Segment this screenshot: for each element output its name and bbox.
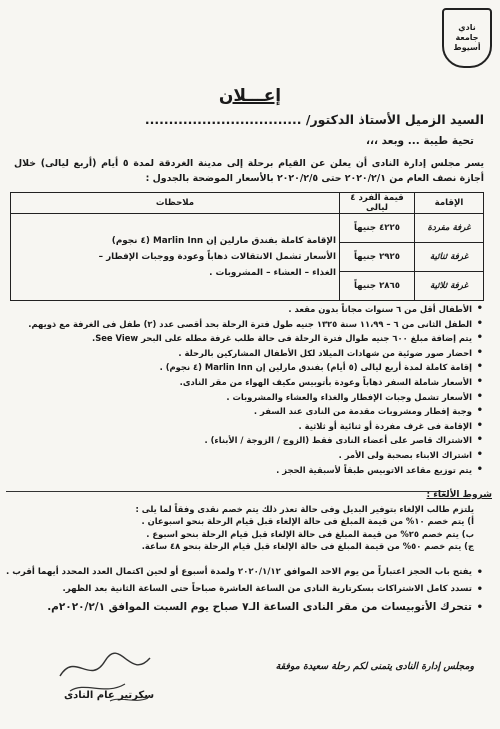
logo-line-3: أسيوط <box>453 43 481 52</box>
list-item: • تسدد كامل الاشتراكات بسكرتارية النادى من الساعة العاشرة صباحاً حتى الساعة الثانية بعد الظهر. <box>4 583 472 596</box>
list-item: • يتم توزيع مقاعد الاتوبيس طبقاً لأسبقية الحجز . <box>0 464 472 477</box>
logo-line-1: نادي <box>458 23 476 32</box>
room-type-double: غرفة ثنائية <box>415 243 484 272</box>
cancellation-intro: يلتزم طالب الإلغاء بتوفير البديل وفى حالة تعذر ذلك يتم خصم نقدى وفقاً لما يلى : <box>135 504 474 514</box>
price-double: ٢٩٢٥ جنيهاً <box>340 243 415 272</box>
cancellation-item: ب) يتم خصم ٢٥% من قيمة المبلغ فى حالة الإلغاء قبل قيام الرحلة بنحو اسبوع . <box>146 528 474 539</box>
notes-list <box>0 303 484 478</box>
list-item: • الأسعار تشمل وجبات الإفطار والغذاء والعشاء والمشروبات . <box>0 391 472 404</box>
closing-line: ومجلس إدارة النادى يتمنى لكم رحلة سعيدة موفقة <box>275 661 474 672</box>
list-item: • احضار صور ضوئية من شهادات الميلاد لكل الأطفال المشاركين بالرحلة . <box>0 347 472 360</box>
section-divider <box>6 491 446 492</box>
price-table <box>10 192 484 301</box>
signer-title: سكرتير عام النادى <box>63 690 155 701</box>
logo-line-2: جامعة <box>455 33 479 42</box>
list-item: • الإقامة فى غرف مفردة أو ثنائية أو ثلاثية . <box>0 420 472 433</box>
list-item: • إقامة كاملة لمدة أربع ليالى (٥ أيام) بفندق مارلين إن Marlin Inn (٤ نجوم) . <box>0 361 472 374</box>
cancellation-item: ج) يتم خصم ٥٠% من قيمة المبلغ فى حالة الإلغاء قبل قيام الرحلة بنحو ٤٨ ساعة. <box>141 541 474 552</box>
list-item: • الاشتراك قاصر على أعضاء النادى فقط (الزوج / الزوجة / الأبناء) . <box>0 434 472 447</box>
header-room: الإقامة <box>415 193 484 214</box>
list-item: • الطفل الثانى من ٦ – ١١،٩٩ سنة ١٣٢٥ جنيه طول فترة الرحلة بحد أقصى عدد (٢) طفل فى الغرفة مع ذويهم. <box>0 318 472 331</box>
list-item: • الأسعار شاملة السفر ذهاباً وعودة بأتوبيس مكيف الهواء من مقر النادى. <box>0 376 472 389</box>
list-item: • يفتح باب الحجز اعتباراً من يوم الاحد الموافق ٢٠٢٠/١/١٢ ولمدة أسبوع أو لحين اكتمال العدد المحدد أيهما أقرب . <box>4 566 472 579</box>
booking-list <box>4 566 484 618</box>
list-item: • اشتراك الابناء بصحبة ولى الأمر . <box>0 449 472 462</box>
table-note-line: الأسعار تشمل الانتقالات ذهاباً وعودة ووجبات الإفطار – <box>98 252 336 262</box>
page-title: إعـــلان <box>218 86 282 106</box>
signature-mark <box>50 646 160 716</box>
club-logo <box>442 8 492 68</box>
price-single: ٤٢٢٥ جنيهاً <box>340 214 415 243</box>
list-item: • تتحرك الأتوبيسات من مقر النادى الساعة الـ٧ صباح يوم السبت الموافق ٢٠٢٠/٢/١م. <box>4 601 472 614</box>
room-type-triple: غرفة ثلاثية <box>415 272 484 301</box>
header-price: قيمة الفرد ٤ ليالى <box>340 193 415 214</box>
table-row <box>11 214 484 243</box>
greeting: تحية طيبة ... وبعد ،،، <box>365 135 474 147</box>
price-table-header-row <box>11 193 484 214</box>
list-item: • وجبة إفطار ومشروبات مقدمة من النادى عند السفر . <box>0 405 472 418</box>
intro-paragraph: يسر مجلس إدارة النادى أن يعلن عن القيام برحلة إلى مدينة الغردقة لمدة ٥ أيام (أربع ليالى) خلال أجازة نصف العام من ٢٠٢٠/٢/١ حتى ٢٠٢٠/٢/٥ بالأسعار الموضحة بالجدول : <box>14 158 484 184</box>
price-triple: ٢٨٦٥ جنيهاً <box>340 272 415 301</box>
table-note-line: الإقامة كاملة بفندق مارلين إن Marlin Inn (٤ نجوم) <box>111 236 336 246</box>
cancellation-item: أ) يتم خصم ١٠% من قيمة المبلغ فى حالة الإلغاء قبل قيام الرحلة بنحو اسبوعان . <box>141 516 474 527</box>
list-item: • يتم إضافة مبلغ ٦٠٠ جنيه طوال فترة الرحلة فى حالة طلب غرفة مطله على البحر See View. <box>0 332 472 345</box>
addressee-line: السيد الزميل الأستاذ الدكتور/ ................................. <box>144 112 484 127</box>
cancellation-heading: شروط الألغاء : <box>426 490 492 500</box>
table-notes-cell <box>11 214 340 301</box>
cancellation-terms <box>34 503 474 553</box>
table-note-line: الغذاء – العشاء – المشروبات . <box>209 268 336 278</box>
header-notes: ملاحظات <box>11 193 340 214</box>
room-type-single: غرفة مفردة <box>415 214 484 243</box>
list-item: • الأطفال أقل من ٦ سنوات مجاناً بدون مقعد . <box>0 303 472 316</box>
